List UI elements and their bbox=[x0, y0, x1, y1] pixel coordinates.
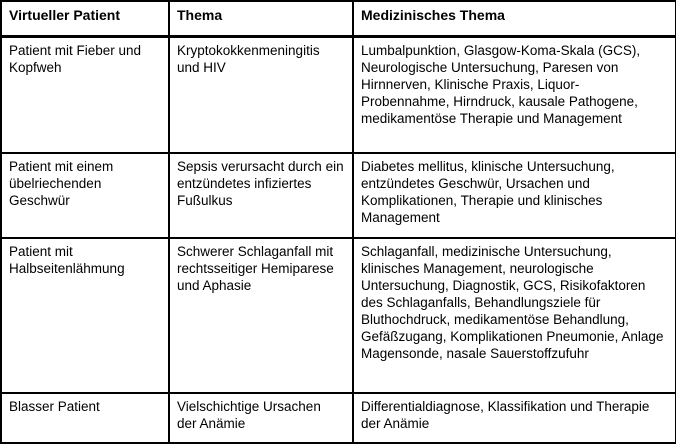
header-medical-topic: Medizinisches Thema bbox=[353, 1, 676, 36]
cell-medical-topic: Diabetes mellitus, klinische Untersuchung, entzündetes Geschwür, Ursachen und Komplikationen, Therapie und klinisches Management bbox=[353, 153, 676, 238]
cell-medical-topic: Lumbalpunktion, Glasgow-Koma-Skala (GCS), Neurologische Untersuchung, Paresen von Hirnnerven, Klinische Praxis, Liquor- Probennahme, Hirndruck, kausale Pathogene, medikamentöse Therapie und Management bbox=[353, 36, 676, 153]
cell-virtual-patient: Blasser Patient bbox=[1, 393, 169, 443]
header-virtual-patient: Virtueller Patient bbox=[1, 1, 169, 36]
cell-virtual-patient: Patient mit Fieber und Kopfweh bbox=[1, 36, 169, 153]
cell-thema: Vielschichtige Ursachen der Anämie bbox=[169, 393, 353, 443]
table-row bbox=[1, 36, 676, 153]
cell-thema: Schwerer Schlaganfall mit rechtsseitiger Hemiparese und Aphasie bbox=[169, 238, 353, 393]
table-header-row bbox=[1, 1, 676, 36]
cell-thema: Sepsis verursacht durch ein entzündetes infiziertes Fußulkus bbox=[169, 153, 353, 238]
header-thema: Thema bbox=[169, 1, 353, 36]
table-row bbox=[1, 393, 676, 443]
cell-virtual-patient: Patient mit einem übelriechenden Geschwür bbox=[1, 153, 169, 238]
cell-medical-topic: Schlaganfall, medizinische Untersuchung, klinisches Management, neurologische Untersuchung, Diagnostik, GCS, Risikofaktoren des Schlaganfalls, Behandlungsziele für Bluthochdruck, medikamentöse Behandlung, Gefäßzugang, Komplikationen Pneumonie, Anlage Magensonde, nasale Sauerstoffzufuhr bbox=[353, 238, 676, 393]
table-row bbox=[1, 153, 676, 238]
cell-medical-topic: Differentialdiagnose, Klassifikation und Therapie der Anämie bbox=[353, 393, 676, 443]
cell-virtual-patient: Patient mit Halbseitenlähmung bbox=[1, 238, 169, 393]
table-row bbox=[1, 238, 676, 393]
cell-thema: Kryptokokkenmeningitis und HIV bbox=[169, 36, 353, 153]
